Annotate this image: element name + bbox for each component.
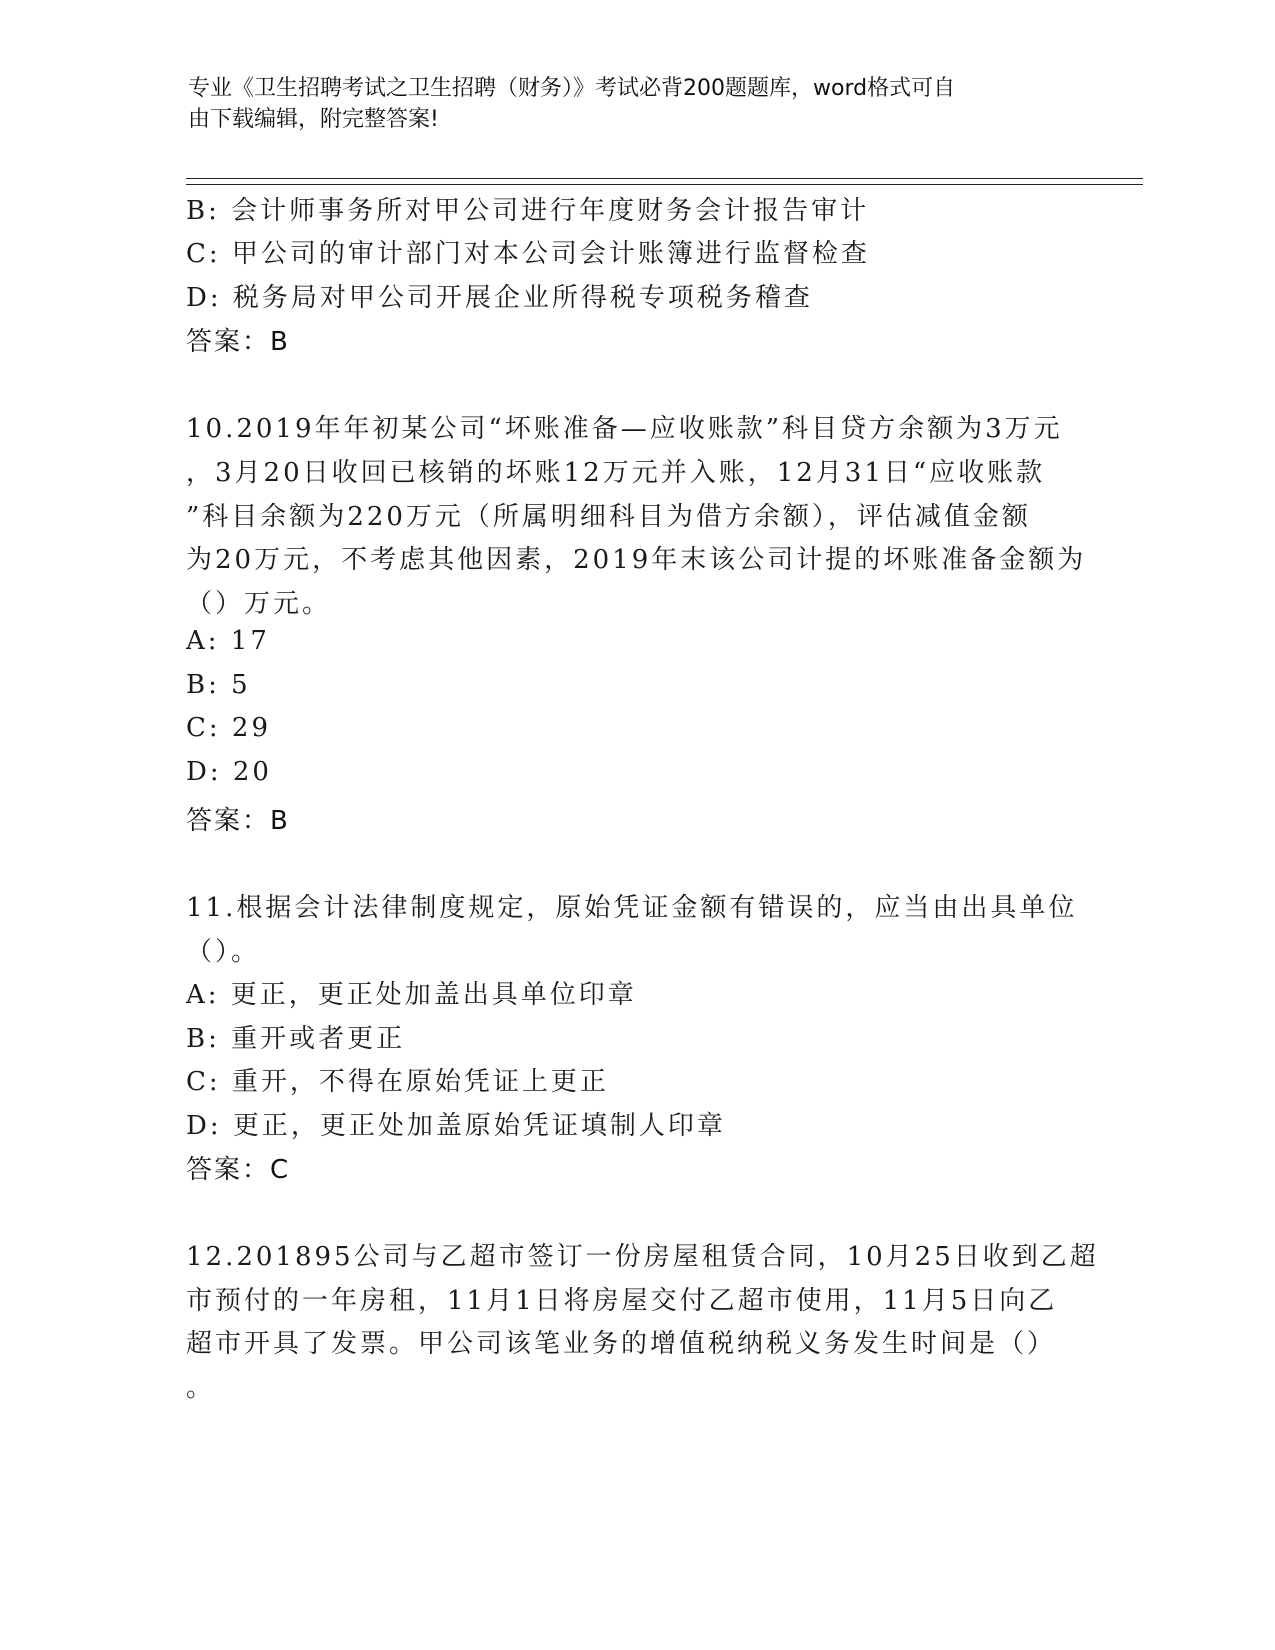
q10-answer: 答案：B bbox=[186, 806, 290, 836]
q9-option-d: D: 税务局对甲公司开展企业所得税专项税务稽查 bbox=[186, 283, 813, 313]
q10-stem-line-4: 为20万元，不考虑其他因素，2019年末该公司计提的坏账准备金额为 bbox=[186, 545, 1087, 575]
q11-option-b: B: 重开或者更正 bbox=[186, 1024, 406, 1054]
q11-stem-line-2: （）。 bbox=[186, 937, 261, 967]
q10-option-a: A: 17 bbox=[186, 626, 270, 656]
q12-stem-line-3: 超市开具了发票。甲公司该笔业务的增值税纳税义务发生时间是（） bbox=[186, 1329, 1057, 1359]
q10-option-c: C: 29 bbox=[186, 713, 272, 743]
header-rule-bottom bbox=[186, 184, 1143, 185]
q11-answer: 答案：C bbox=[186, 1155, 291, 1185]
document-header bbox=[188, 73, 1088, 135]
q11-option-a: A: 更正，更正处加盖出具单位印章 bbox=[186, 980, 637, 1010]
q11-stem-line-1: 11.根据会计法律制度规定，原始凭证金额有错误的，应当由出具单位 bbox=[186, 893, 1078, 923]
header-line-1: 专业《卫生招聘考试之卫生招聘（财务）》考试必背200题题库，word格式可自 bbox=[188, 76, 956, 101]
header-rule-top bbox=[186, 178, 1143, 179]
q10-stem-line-1: 10.2019年年初某公司“坏账准备—应收账款”科目贷方余额为3万元 bbox=[186, 414, 1063, 444]
q10-option-d: D: 20 bbox=[186, 757, 272, 787]
q11-option-c: C: 重开，不得在原始凭证上更正 bbox=[186, 1067, 609, 1097]
q10-stem-line-2: ，3月20日收回已核销的坏账12万元并入账，12月31日“应收账款 bbox=[186, 458, 1046, 488]
q12-stem-line-1: 12.201895公司与乙超市签订一份房屋租赁合同，10月25日收到乙超 bbox=[186, 1242, 1099, 1272]
q9-option-c: C: 甲公司的审计部门对本公司会计账簿进行监督检查 bbox=[186, 239, 870, 269]
q10-stem-line-3: ”科目余额为220万元（所属明细科目为借方余额），评估减值金额 bbox=[186, 502, 1031, 532]
q12-stem-line-2: 市预付的一年房租，11月1日将房屋交付乙超市使用，11月5日向乙 bbox=[186, 1286, 1058, 1316]
q10-stem-line-5: （）万元。 bbox=[186, 589, 332, 619]
q9-option-b: B: 会计师事务所对甲公司进行年度财务会计报告审计 bbox=[186, 196, 870, 226]
q12-stem-line-4: 。 bbox=[186, 1373, 216, 1403]
q9-answer: 答案：B bbox=[186, 327, 290, 357]
q11-option-d: D: 更正，更正处加盖原始凭证填制人印章 bbox=[186, 1111, 726, 1141]
q10-option-b: B: 5 bbox=[186, 670, 251, 700]
header-line-2: 由下载编辑，附完整答案! bbox=[188, 107, 439, 132]
